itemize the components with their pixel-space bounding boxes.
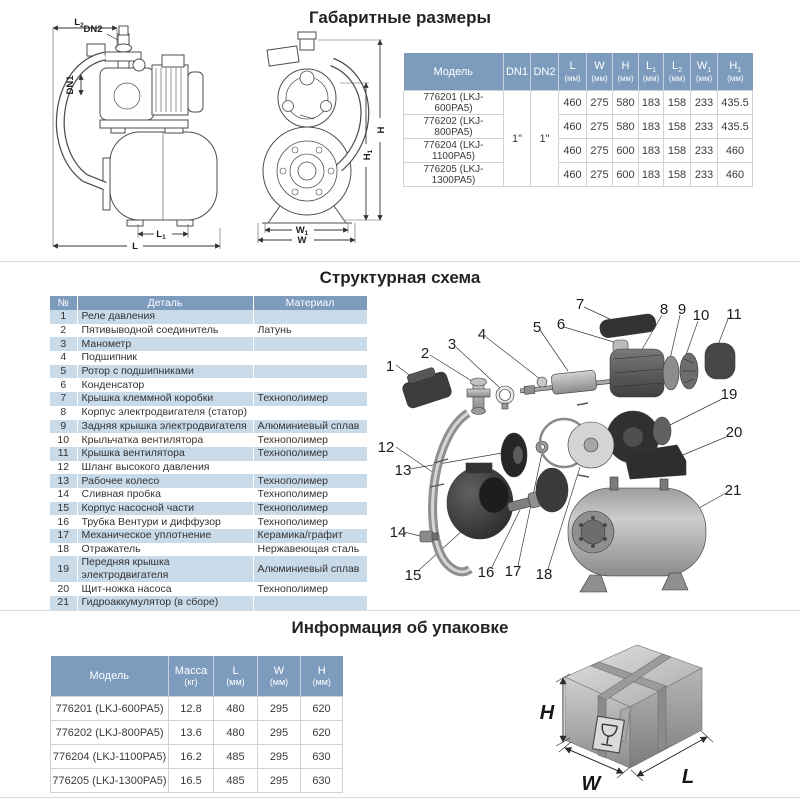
pump-front-view-drawing [240, 18, 405, 250]
part-impeller [501, 433, 527, 477]
dim-label-w: W [297, 235, 307, 246]
cell-dn2: 1" [531, 91, 559, 187]
cell-value: 183 [639, 115, 664, 139]
col-header-dim: $W_1$ (мм) [691, 53, 718, 91]
cell-part-name: Реле давления [77, 310, 253, 324]
dim-label-dn2: DN2 [83, 24, 103, 35]
cell-part-number: 20 [50, 582, 77, 596]
cell-value: 158 [664, 139, 691, 163]
table-row [51, 745, 343, 769]
cell-part-material: Латунь [253, 324, 367, 338]
callout-16: 16 [477, 564, 495, 581]
cell-part-material: Алюминиевый сплав [253, 556, 367, 582]
part-fan [680, 353, 698, 389]
table-row [50, 515, 367, 529]
table-row [50, 543, 367, 557]
part-bearing [537, 377, 547, 387]
callout-12: 12 [377, 439, 395, 456]
cell-part-name: Конденсатор [77, 378, 253, 392]
table-row [50, 596, 367, 610]
cell-value: 183 [639, 139, 664, 163]
cell-part-material: Технополимер [253, 488, 367, 502]
col-header-dim: L (мм) [559, 53, 587, 91]
cell-value: 460 [559, 139, 587, 163]
packaging-table-header-row [51, 656, 343, 697]
col-header-l: L (мм) [214, 656, 258, 697]
col-header-model: Модель [51, 656, 169, 697]
cell-height: 620 [301, 721, 343, 745]
col-header-dn2: DN2 [531, 53, 559, 91]
callout-10: 10 [692, 307, 710, 324]
table-row [50, 447, 367, 461]
callout-13: 13 [394, 462, 412, 479]
cell-width: 295 [258, 721, 301, 745]
cell-part-name: Отражатель [77, 543, 253, 557]
cell-value: 580 [613, 115, 639, 139]
cell-dn1: 1" [504, 91, 531, 187]
cell-width: 295 [258, 697, 301, 721]
table-row [50, 351, 367, 365]
col-header-num: № [50, 296, 77, 310]
cell-part-material [253, 351, 367, 365]
callout-21: 21 [724, 482, 742, 499]
cell-value: 275 [587, 115, 613, 139]
cell-part-number: 11 [50, 447, 77, 461]
table-row [50, 582, 367, 596]
part-pressure-switch [399, 364, 453, 410]
section-title-dimensions: Габаритные размеры [309, 8, 491, 27]
cell-length: 485 [214, 745, 258, 769]
cell-value: 275 [587, 139, 613, 163]
cell-part-material: Технополимер [253, 515, 367, 529]
part-five-way-connector [467, 378, 490, 415]
dim-label-l1: $L_1$ [156, 229, 166, 241]
cell-model: 776204 (LKJ-1100PA5) [51, 745, 169, 769]
callout-3: 3 [447, 336, 457, 353]
table-row [50, 474, 367, 488]
table-row [50, 310, 367, 324]
cell-part-name: Гидроаккумулятор (в сборе) [77, 596, 253, 610]
cell-value: 460 [559, 115, 587, 139]
table-row [404, 163, 753, 187]
col-header-dim: $L_2$ (мм) [664, 53, 691, 91]
cell-part-number: 1 [50, 310, 77, 324]
cell-value: 233 [691, 139, 718, 163]
gauge-outline [133, 59, 145, 71]
cell-part-number: 5 [50, 365, 77, 379]
cell-part-name: Крыльчатка вентилятора [77, 433, 253, 447]
cell-value: 233 [691, 115, 718, 139]
callout-4: 4 [477, 326, 487, 343]
col-header-dim: H (мм) [613, 53, 639, 91]
callout-1: 1 [385, 358, 395, 375]
cell-value: 460 [718, 163, 753, 187]
col-header-dn1: DN1 [504, 53, 531, 91]
cell-length: 480 [214, 721, 258, 745]
cell-part-number: 9 [50, 420, 77, 434]
box-label-w: W [581, 773, 601, 795]
section-title-packaging: Информация об упаковке [291, 618, 509, 637]
part-terminal-cover [599, 313, 657, 339]
callout-17: 17 [504, 563, 522, 580]
dim-label-dn1: DN1 [65, 75, 76, 95]
callout-14: 14 [389, 524, 407, 541]
callout-7: 7 [575, 296, 585, 313]
cell-part-material: Алюминиевый сплав [253, 420, 367, 434]
callout-5: 5 [532, 319, 542, 336]
cell-length: 485 [214, 769, 258, 793]
cell-part-name: Шланг высокого давления [77, 461, 253, 475]
dimensions-table-header-row [404, 53, 753, 91]
cell-value: 233 [691, 163, 718, 187]
cell-part-number: 7 [50, 392, 77, 406]
cell-part-material [253, 596, 367, 610]
cell-value: 460 [559, 163, 587, 187]
table-row [404, 91, 753, 115]
cell-value: 600 [613, 139, 639, 163]
cell-value: 460 [559, 91, 587, 115]
cell-part-name: Корпус насосной части [77, 502, 253, 516]
cell-part-number: 2 [50, 324, 77, 338]
table-row [404, 139, 753, 163]
cell-part-number: 17 [50, 529, 77, 543]
cell-model: 776205 (LKJ-1300PA5) [51, 769, 169, 793]
cell-mass: 16.5 [169, 769, 214, 793]
cell-part-number: 8 [50, 406, 77, 420]
table-row [50, 488, 367, 502]
cell-height: 630 [301, 745, 343, 769]
cell-part-material [253, 461, 367, 475]
parts-table [50, 296, 368, 610]
fragile-glass-icon [593, 716, 625, 753]
cell-part-material: Технополимер [253, 433, 367, 447]
cell-model: 776205 (LKJ-1300PA5) [404, 163, 504, 187]
callout-9: 9 [677, 301, 687, 318]
cell-part-number: 16 [50, 515, 77, 529]
cell-part-material: Технополимер [253, 447, 367, 461]
table-row [50, 529, 367, 543]
part-tank [568, 477, 706, 592]
box-body [565, 645, 702, 768]
cell-part-name: Щит-ножка насоса [77, 582, 253, 596]
callout-2: 2 [420, 345, 430, 362]
cell-mass: 16.2 [169, 745, 214, 769]
cell-value: 460 [718, 139, 753, 163]
cell-part-name: Трубка Вентури и диффузор [77, 515, 253, 529]
callout-11: 11 [726, 306, 742, 323]
col-header-w: W (мм) [258, 656, 301, 697]
cell-height: 630 [301, 769, 343, 793]
pump-side-view-drawing [15, 18, 265, 250]
callout-8: 8 [659, 301, 669, 318]
table-row [51, 697, 343, 721]
section-divider [0, 610, 800, 611]
cell-part-material: Технополимер [253, 392, 367, 406]
col-header-mass: Масса (кг) [169, 656, 214, 697]
cell-mass: 12.8 [169, 697, 214, 721]
col-header-dim: $L_1$ (мм) [639, 53, 664, 91]
cell-part-material: Керамика/графит [253, 529, 367, 543]
dim-label-h1: $H_1$ [362, 149, 374, 161]
table-row [50, 324, 367, 338]
cell-part-number: 3 [50, 337, 77, 351]
cell-part-name: Манометр [77, 337, 253, 351]
table-row [50, 378, 367, 392]
col-header-part: Деталь [77, 296, 253, 310]
table-row [51, 769, 343, 793]
cell-part-number: 21 [50, 596, 77, 610]
cell-part-name: Передняя крышка электродвигателя [77, 556, 253, 582]
cell-value: 435.5 [718, 115, 753, 139]
page-bottom-divider [0, 797, 800, 798]
cell-part-material [253, 378, 367, 392]
cell-value: 158 [664, 115, 691, 139]
callout-20: 20 [725, 424, 743, 441]
section-title-structure: Структурная схема [319, 268, 481, 287]
cell-part-name: Механическое уплотнение [77, 529, 253, 543]
cell-part-material [253, 365, 367, 379]
packaging-table [50, 656, 343, 793]
cell-part-material: Нержавеющая сталь [253, 543, 367, 557]
cell-length: 480 [214, 697, 258, 721]
col-header-material: Материал [253, 296, 367, 310]
table-row [50, 406, 367, 420]
cell-part-name: Крышка клеммной коробки [77, 392, 253, 406]
dim-label-h: H [376, 126, 387, 134]
cell-model: 776202 (LKJ-800PA5) [404, 115, 504, 139]
col-header-dim: $H_1$ (мм) [718, 53, 753, 91]
cell-value: 183 [639, 91, 664, 115]
table-row [50, 420, 367, 434]
table-row [50, 556, 367, 582]
parts-table-header-row [50, 296, 367, 310]
cell-part-number: 10 [50, 433, 77, 447]
cell-mass: 13.6 [169, 721, 214, 745]
cell-height: 620 [301, 697, 343, 721]
table-row [51, 721, 343, 745]
tank-outline [110, 132, 217, 220]
dim-label-l2: $L_2$ [74, 18, 84, 29]
cell-part-name: Корпус электродвигателя (статор) [77, 406, 253, 420]
cell-value: 275 [587, 163, 613, 187]
box-label-l: L [681, 766, 695, 788]
col-header-h: H (мм) [301, 656, 343, 697]
col-header-dim: W (мм) [587, 53, 613, 91]
callout-15: 15 [404, 567, 422, 584]
part-rotor-shaft [519, 368, 621, 398]
table-row [50, 502, 367, 516]
table-row [404, 115, 753, 139]
dim-label-l: L [132, 241, 138, 250]
cell-part-material [253, 310, 367, 324]
table-row [50, 433, 367, 447]
cell-value: 580 [613, 91, 639, 115]
cell-part-number: 12 [50, 461, 77, 475]
cell-model: 776201 (LKJ-600PA5) [404, 91, 504, 115]
packaging-box-drawing [535, 640, 795, 798]
cell-value: 158 [664, 163, 691, 187]
part-motor-stator [610, 349, 664, 397]
part-pump-housing [447, 463, 513, 539]
cell-part-material: Технополимер [253, 502, 367, 516]
cell-part-name: Рабочее колесо [77, 474, 253, 488]
cell-part-material: Технополимер [253, 474, 367, 488]
dimensions-table [403, 53, 753, 187]
cell-value: 183 [639, 163, 664, 187]
section-divider [0, 261, 800, 262]
cell-model: 776204 (LKJ-1100PA5) [404, 139, 504, 163]
cell-value: 233 [691, 91, 718, 115]
table-row [50, 365, 367, 379]
callout-6: 6 [556, 316, 566, 333]
col-header-model: Модель [404, 53, 504, 91]
exploded-view-drawing [372, 285, 800, 610]
cell-value: 275 [587, 91, 613, 115]
part-fan-cover [705, 343, 735, 379]
callout-19: 19 [720, 386, 738, 403]
cell-part-name: Крышка вентилятора [77, 447, 253, 461]
cell-part-name: Задняя крышка электродвигателя [77, 420, 253, 434]
cell-value: 435.5 [718, 91, 753, 115]
part-rear-cover [663, 356, 679, 390]
cell-model: 776201 (LKJ-600PA5) [51, 697, 169, 721]
cell-part-number: 6 [50, 378, 77, 392]
cell-value: 158 [664, 91, 691, 115]
cell-part-number: 19 [50, 556, 77, 582]
box-label-h: H [539, 702, 555, 724]
table-row [50, 461, 367, 475]
cell-part-number: 4 [50, 351, 77, 365]
cell-part-material [253, 337, 367, 351]
cell-part-name: Сливная пробка [77, 488, 253, 502]
cell-part-material [253, 406, 367, 420]
cell-value: 600 [613, 163, 639, 187]
cell-width: 295 [258, 745, 301, 769]
cell-part-number: 15 [50, 502, 77, 516]
callout-18: 18 [535, 566, 553, 583]
cell-part-name: Пятивыводной соединитель [77, 324, 253, 338]
table-row [50, 392, 367, 406]
cell-model: 776202 (LKJ-800PA5) [51, 721, 169, 745]
cell-part-name: Ротор с подшипниками [77, 365, 253, 379]
cell-part-number: 13 [50, 474, 77, 488]
cell-part-name: Подшипник [77, 351, 253, 365]
cell-width: 295 [258, 769, 301, 793]
part-gauge [496, 386, 514, 409]
cell-part-number: 14 [50, 488, 77, 502]
cell-part-material: Технополимер [253, 582, 367, 596]
dim-label-w1: $W_1$ [295, 225, 309, 237]
table-row [50, 337, 367, 351]
cell-part-number: 18 [50, 543, 77, 557]
motor-outline [152, 65, 188, 115]
